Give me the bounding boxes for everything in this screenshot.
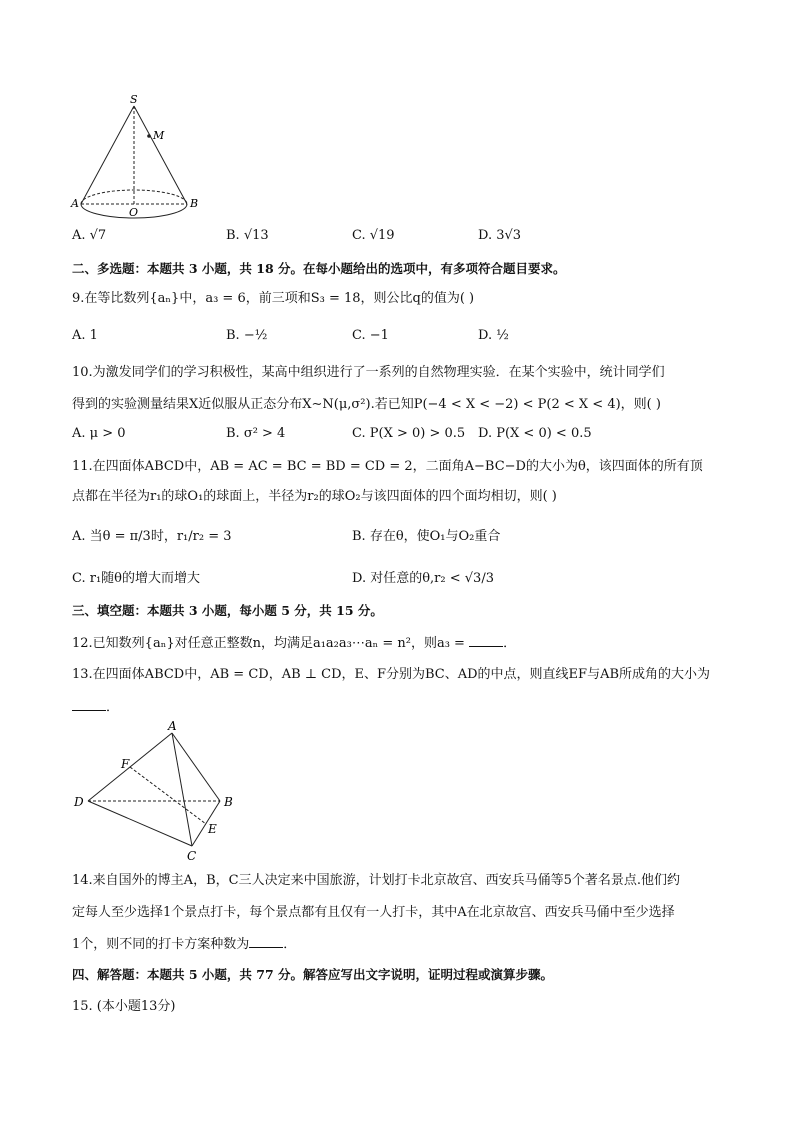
label-A: A xyxy=(71,197,79,210)
section3-header: 三、填空题：本题共 3 小题，每小题 5 分，共 15 分。 xyxy=(72,603,383,618)
q13-text-end: ． xyxy=(106,700,120,715)
q13-answer-blank[interactable] xyxy=(72,698,106,711)
q8-option-b: B. √13 xyxy=(226,228,269,243)
q14-answer-blank[interactable] xyxy=(249,935,283,948)
q11-option-a: A. 当θ = π/3时，r₁/r₂ = 3 xyxy=(72,529,232,544)
q9-option-b: B. −½ xyxy=(226,328,268,343)
label-F: F xyxy=(121,757,130,771)
q11-option-b: B. 存在θ，使O₁与O₂重合 xyxy=(352,529,501,544)
q11-option-c: C. r₁随θ的增大而增大 xyxy=(72,571,201,586)
q8-option-d: D. 3√3 xyxy=(478,228,522,243)
q8-option-a: A. √7 xyxy=(72,228,107,243)
label-O: O xyxy=(129,206,139,219)
q12-answer-blank[interactable] xyxy=(469,634,503,647)
q12-stem xyxy=(72,634,516,653)
q15-heading: 15. (本小题13分) xyxy=(72,999,176,1014)
q11-stem-line1: 11.在四面体ABCD中，AB = AC = BC = BD = CD = 2，二面角A−BC−D的大小为θ，该四面体的所有顶 xyxy=(72,459,703,474)
label-B: B xyxy=(190,197,199,210)
q10-option-d: D. P(X < 0) < 0.5 xyxy=(478,426,592,441)
q12-text-end: ． xyxy=(503,636,517,651)
label-A: A xyxy=(168,720,177,733)
q13-stem-line2 xyxy=(72,698,119,717)
q10-option-b: B. σ² > 4 xyxy=(226,426,286,441)
label-E: E xyxy=(208,822,217,836)
section2-header: 二、多选题：本题共 3 小题，共 18 分。在每小题给出的选项中，有多项符合题目要求。 xyxy=(72,261,566,276)
q13-stem-line1: 13.在四面体ABCD中，AB = CD，AB ⊥ CD，E、F分别为BC、AD的中点，则直线EF与AB所成角的大小为 xyxy=(72,667,711,682)
q8-option-c: C. √19 xyxy=(352,228,395,243)
label-M: M xyxy=(153,129,165,142)
q14-stem-line1: 14.来自国外的博主A，B，C三人决定来中国旅游，计划打卡北京故宫、西安兵马俑等5个著名景点.他们约 xyxy=(72,873,680,888)
q10-option-a: A. μ > 0 xyxy=(72,426,126,441)
q10-option-c: C. P(X > 0) > 0.5 xyxy=(352,426,466,441)
q14-stem-line3 xyxy=(72,935,296,954)
tetrahedron-figure xyxy=(68,720,248,868)
label-B: B xyxy=(224,795,233,809)
q14-text: 1个，则不同的打卡方案种数为 xyxy=(72,937,250,952)
label-S: S xyxy=(130,93,138,106)
q12-text: 12.已知数列{aₙ}对任意正整数n，均满足a₁a₂a₃⋯aₙ = n²，则a₃ = xyxy=(72,636,470,651)
q14-text-end: ． xyxy=(283,937,297,952)
label-C: C xyxy=(187,849,197,863)
q10-stem-line2: 得到的实验测量结果X近似服从正态分布X∼N(μ,σ²).若已知P(−4 < X < −2) < P(2 < X < 4)，则( ) xyxy=(72,397,661,412)
q11-option-d: D. 对任意的θ,r₂ < √3/3 xyxy=(352,571,494,586)
cone-figure xyxy=(60,92,210,224)
q9-stem: 9.在等比数列{aₙ}中，a₃ = 6，前三项和S₃ = 18，则公比q的值为( ) xyxy=(72,291,475,306)
label-D: D xyxy=(74,795,84,809)
q14-stem-line2: 定每人至少选择1个景点打卡，每个景点都有且仅有一人打卡，其中A在北京故宫、西安兵马俑中至少选择 xyxy=(72,905,675,920)
q11-stem-line2: 点都在半径为r₁的球O₁的球面上，半径为r₂的球O₂与该四面体的四个面均相切，则( ) xyxy=(72,489,557,504)
q9-option-c: C. −1 xyxy=(352,328,389,343)
q9-option-d: D. ½ xyxy=(478,328,509,343)
q9-option-a: A. 1 xyxy=(72,328,98,343)
q10-stem-line1: 10.为激发同学们的学习积极性，某高中组织进行了一系列的自然物理实验．在某个实验中，统计同学们 xyxy=(72,365,665,380)
section4-header: 四、解答题：本题共 5 小题，共 77 分。解答应写出文字说明，证明过程或演算步骤。 xyxy=(72,967,554,982)
